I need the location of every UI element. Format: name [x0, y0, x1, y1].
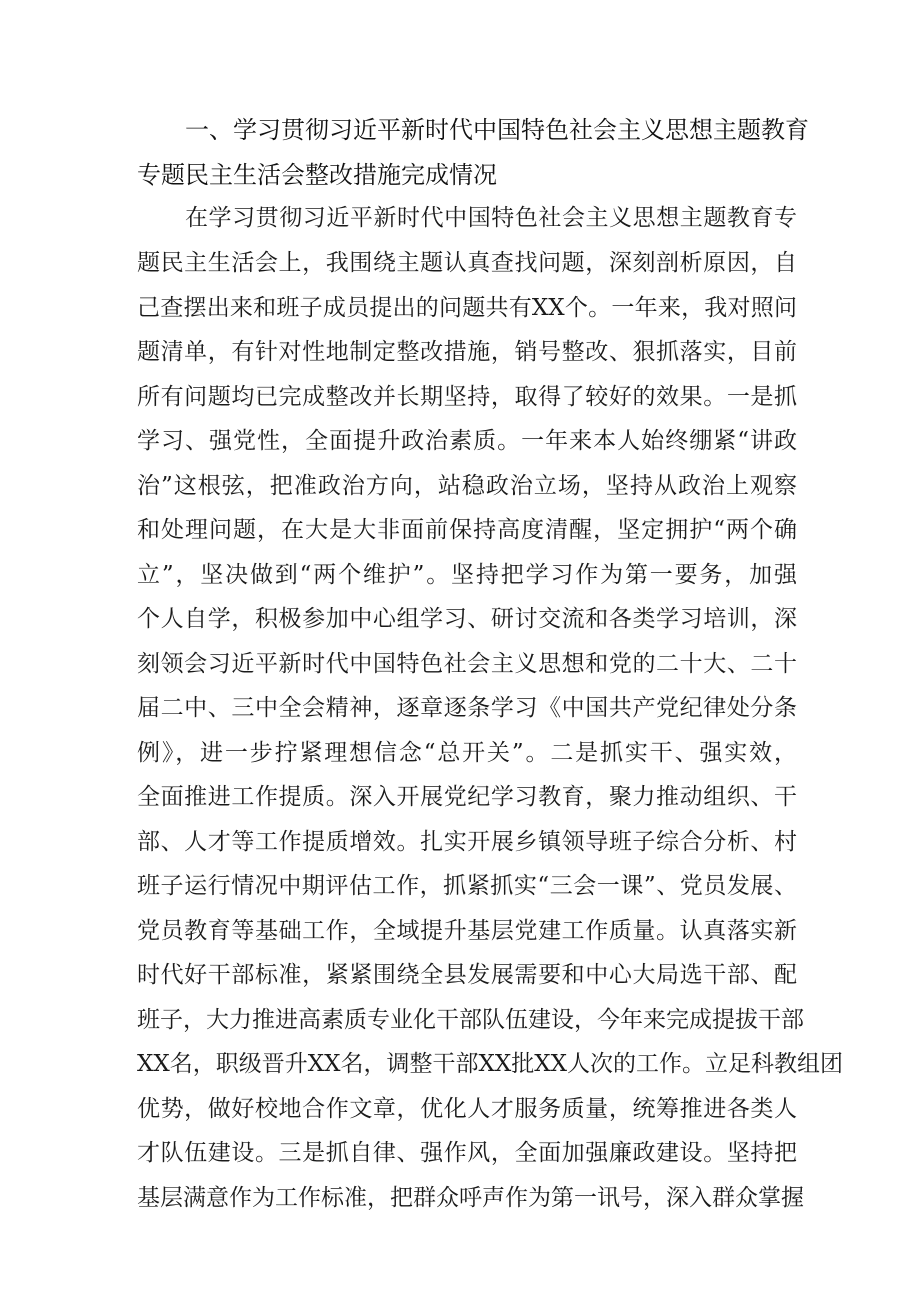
paragraph-line: 所有问题均已完成整改并长期坚持，取得了较好的效果。一是抓: [137, 384, 797, 410]
section-heading-line-1: 一、学习贯彻习近平新时代中国特色社会主义思想主题教育: [185, 116, 809, 144]
paragraph-line: 例》，进一步拧紧理想信念“总开关”。二是抓实干、强实效，: [137, 740, 797, 766]
paragraph-line: 立”，坚决做到“两个维护”。坚持把学习作为第一要务，加强: [137, 562, 797, 588]
paragraph-line: 全面推进工作提质。深入开展党纪学习教育，聚力推动组织、干: [137, 784, 797, 810]
paragraph-line: 学习、强党性，全面提升政治素质。一年来本人始终绷紧“讲政: [137, 428, 797, 454]
paragraph-line: 班子，大力推进高素质专业化干部队伍建设，今年来完成提拔干部: [137, 1007, 804, 1033]
paragraph-line: 党员教育等基础工作，全域提升基层党建工作质量。认真落实新: [137, 918, 797, 944]
paragraph-line: 治”这根弦，把准政治方向，站稳政治立场，坚持从政治上观察: [137, 473, 797, 499]
paragraph-line: 班子运行情况中期评估工作，抓紧抓实“三会一课”、党员发展、: [137, 873, 797, 899]
paragraph-line: 题清单，有针对性地制定整改措施，销号整改、狠抓落实，目前: [137, 339, 797, 365]
paragraph-line: 优势，做好校地合作文章，优化人才服务质量，统筹推进各类人: [137, 1096, 797, 1122]
paragraph-line: 个人自学，积极参加中心组学习、研讨交流和各类学习培训，深: [137, 606, 797, 632]
paragraph-line: 基层满意作为工作标准，把群众呼声作为第一讯号，深入群众掌握: [137, 1185, 804, 1211]
paragraph-line: 才队伍建设。三是抓自律、强作风，全面加强廉政建设。坚持把: [137, 1140, 797, 1166]
paragraph-line: 己查摆出来和班子成员提出的问题共有XX个。一年来，我对照问: [137, 295, 797, 321]
paragraph-line: 题民主生活会上，我围绕主题认真查找问题，深刻剖析原因，自: [137, 250, 797, 276]
paragraph-line: 届二中、三中全会精神，逐章逐条学习《中国共产党纪律处分条: [137, 695, 797, 721]
paragraph-line: 部、人才等工作提质增效。扎实开展乡镇领导班子综合分析、村: [137, 829, 797, 855]
section-heading-line-2: 专题民主生活会整改措施完成情况: [137, 161, 497, 189]
paragraph-line: 和处理问题，在大是大非面前保持高度清醒，坚定拥护“两个确: [137, 517, 797, 543]
paragraph-line: 在学习贯彻习近平新时代中国特色社会主义思想主题教育专: [185, 205, 797, 231]
paragraph-line: 刻领会习近平新时代中国特色社会主义思想和党的二十大、二十: [137, 651, 797, 677]
paragraph-line: XX名，职级晋升XX名，调整干部XX批XX人次的工作。立足科教组团: [137, 1051, 843, 1077]
paragraph-line: 时代好干部标准，紧紧围绕全县发展需要和中心大局选干部、配: [137, 962, 797, 988]
